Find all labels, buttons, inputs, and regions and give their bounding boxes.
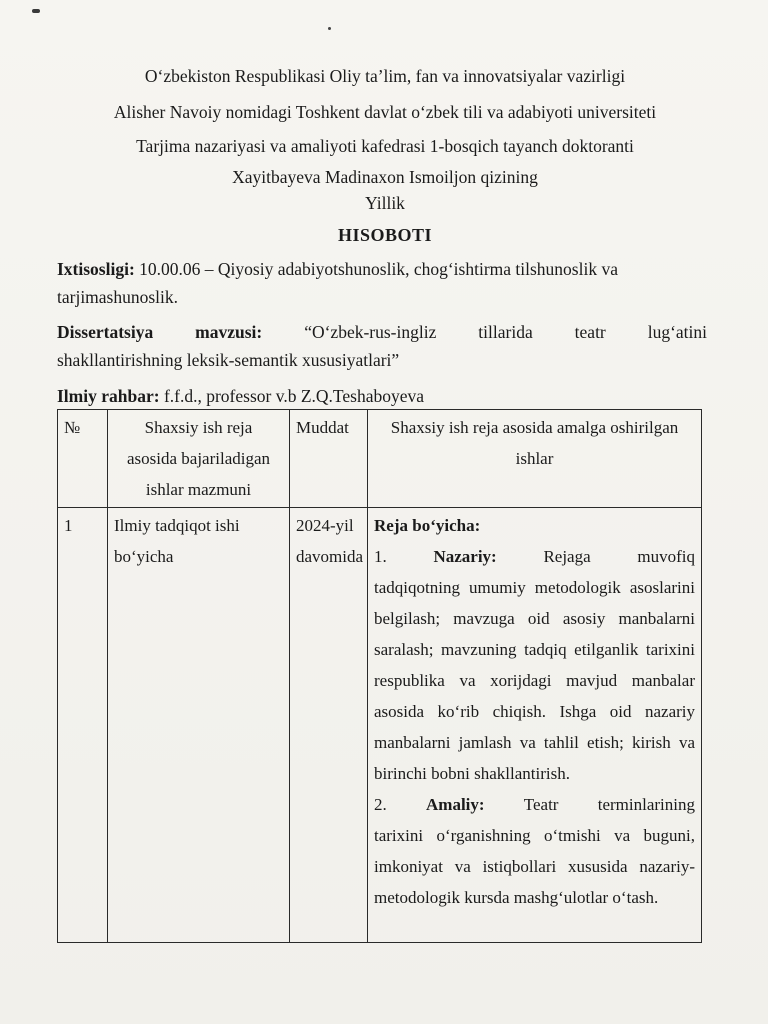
topic-word: teatr (574, 322, 606, 342)
student-name-line: Xayitbayeva Madinaxon Ismoiljon qizining (232, 167, 538, 187)
table-header-row (58, 410, 702, 508)
ministry-line: O‘zbekiston Respublikasi Oliy ta’lim, fan va innovatsiyalar vazirligi (144, 66, 626, 86)
specialty-line-2: tarjimashunoslik. (57, 287, 179, 307)
row-deadline (290, 508, 368, 943)
header-task-line: asosida bajariladigan (126, 449, 271, 468)
header-task-line: Shaxsiy ish reja (144, 418, 253, 437)
specialty-line (57, 255, 707, 283)
header-number: № (58, 410, 108, 508)
report-title: HISOBOTI (337, 225, 433, 245)
header-completed-line: ishlar (515, 449, 554, 468)
department-line: Tarjima nazariyasi va amaliyoti kafedrasi 1-bosqich tayanch doktoranti (136, 136, 634, 156)
advisor-value: f.f.d., professor v.b Z.Q.Teshaboyeva (163, 386, 425, 406)
scan-dot (328, 27, 331, 30)
practice-label: Amaliy: (426, 795, 485, 814)
practice-number: 2. (374, 795, 387, 814)
scan-mark (32, 9, 40, 13)
plan-label: Reja bo‘yicha: (374, 516, 481, 535)
theory-first-line (374, 541, 695, 572)
advisor-label: Ilmiy rahbar: (57, 386, 160, 406)
practice-first-line (374, 789, 695, 820)
topic-label-2: mavzusi: (195, 322, 263, 342)
row-number: 1 (58, 508, 108, 943)
row-task (108, 508, 290, 943)
header-completed (368, 410, 702, 508)
row-task-line: Ilmiy tadqiqot ishi (114, 516, 240, 535)
row-task-line: bo‘yicha (114, 547, 174, 566)
specialty-label: Ixtisosligi: (57, 259, 135, 279)
theory-word: Rejaga (543, 547, 591, 566)
header-task-line: ishlar mazmuni (145, 480, 252, 499)
row-deadline-line: 2024-yil (296, 516, 354, 535)
practice-text: tarixini o‘rganishning o‘tmishi va buguni, imkoniyat va istiqbollari xususida nazariy-metodologik kursda mashg‘ulotlar o‘tash. (374, 826, 695, 907)
topic-word: “O‘zbek-rus-ingliz (304, 322, 437, 342)
practice-word: Teatr (523, 795, 559, 814)
topic-label-1: Dissertatsiya (57, 322, 154, 342)
specialty-value: 10.00.06 – Qiyosiy adabiyotshunoslik, chog‘ishtirma tilshunoslik va (139, 259, 618, 279)
topic-word: tillarida (478, 322, 533, 342)
topic-line-2: shakllantirishning leksik-semantik xususiyatlari” (57, 350, 400, 370)
practice-word: terminlarining (597, 795, 695, 814)
advisor-line (57, 382, 707, 410)
header-deadline: Muddat (290, 410, 368, 508)
topic-word: lug‘atini (647, 322, 707, 342)
header-task (108, 410, 290, 508)
row-completed (368, 508, 702, 943)
row-deadline-line: davomida (296, 547, 364, 566)
report-period-line: Yillik (365, 193, 405, 213)
theory-text: tadqiqotning umumiy metodologik asoslarini belgilash; mavzuga oid asosiy manbalarni saralash; mavzuning tadqiq etilganlik tarixini respublika va xorijdagi mavjud manbalar asosida ko‘rib chiqish. Ishga oid nazariy manbalarni jamlash va tahlil etish; kirish va birinchi bobni shakllantirish. (374, 578, 695, 783)
header-completed-line: Shaxsiy ish reja asosida amalga oshirilgan (390, 418, 679, 437)
topic-line (57, 318, 707, 346)
theory-label: Nazariy: (433, 547, 497, 566)
theory-number: 1. (374, 547, 387, 566)
table-row (58, 508, 702, 943)
theory-word: muvofiq (637, 547, 695, 566)
university-line: Alisher Navoiy nomidagi Toshkent davlat o‘zbek tili va adabiyoti universiteti (113, 102, 657, 122)
work-plan-table (57, 409, 702, 943)
